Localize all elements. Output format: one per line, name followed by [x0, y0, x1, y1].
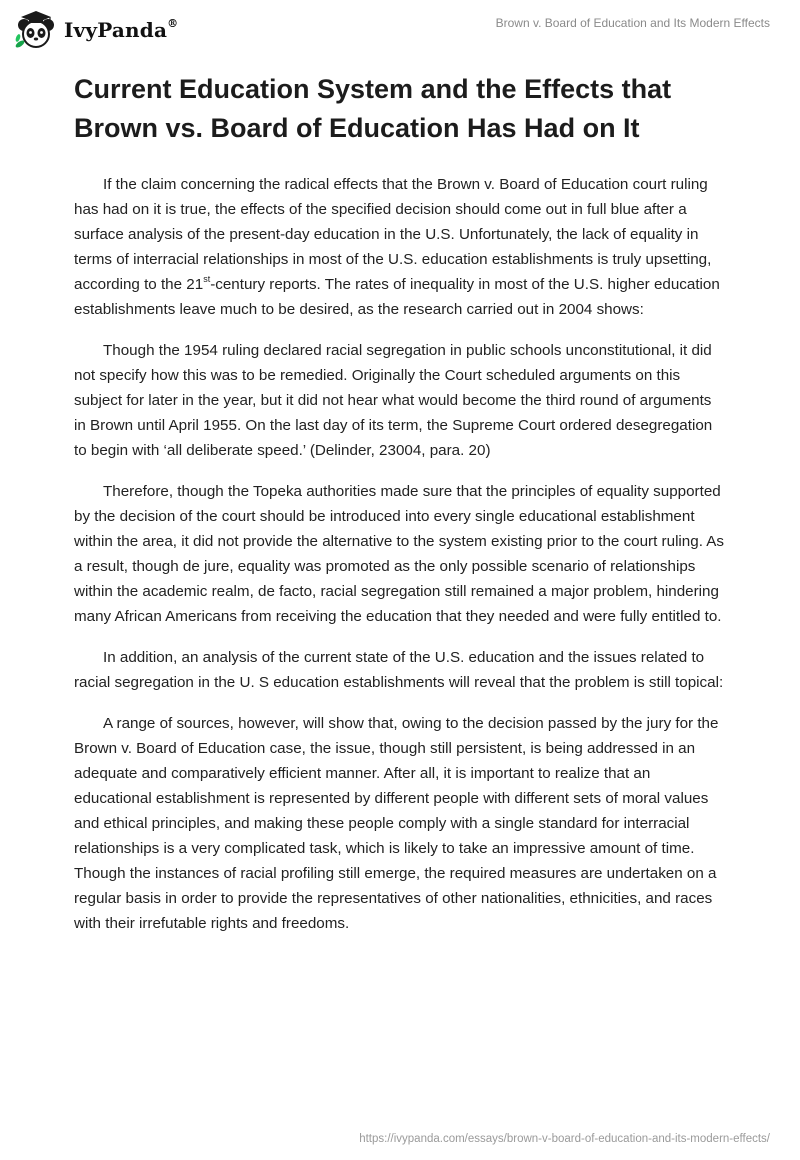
source-url[interactable]: https://ivypanda.com/essays/brown-v-board-of-education-and-its-modern-effects/: [359, 1133, 770, 1145]
paragraph-2: Therefore, though the Topeka authorities made sure that the principles of equality supported by the decision of the court should be introduced into every single educational establishment within the area, it did not provide the alternative to the system existing prior to the court ruling. As a result, though de jure, equality was promoted as the only possible scenario of relationships within the academic realm, de facto, racial segregation still remained a major problem, hindering many African Americans from receiving the education that they needed and were fully entitled to.: [74, 483, 725, 625]
document-title: Brown v. Board of Education and Its Modern Effects: [495, 16, 770, 30]
ordinal-superscript: st: [203, 273, 211, 284]
block-quote-2: A range of sources, however, will show that, owing to the decision passed by the jury for the Brown v. Board of Education case, the issue, though still persistent, is being addressed in an adequate and comparatively efficient manner. After all, it is important to realize that an educational establishment is represented by different people with different sets of moral values and ethical principles, and making these people comply with a single standard for interracial relationships is a very complicated task, which is likely to take an impressive amount of time. Though the instances of racial profiling still emerge, the required measures are undertaken on a regular basis in order to provide the representatives of other nationalities, ethnicities, and races with their irrefutable rights and freedoms.: [74, 715, 719, 932]
block-quote-1: Though the 1954 ruling declared racial segregation in public schools unconstitutional, it did not specify how this was to be remedied. Originally the Court scheduled arguments on this subject for later in the year, but it did not hear what would become the third round of arguments in Brown until April 1955. On the last day of its term, the Supreme Court ordered desegregation to begin with ‘all deliberate speed.’ (Delinder, 23004, para. 20): [74, 342, 713, 459]
page-title: Current Education System and the Effects that Brown vs. Board of Education Has Had on It: [74, 74, 672, 143]
paragraph-1: If the claim concerning the radical effects that the Brown v. Board of Education court ruling has had on it is true, the effects of the specified decision should come out in full blue after a surface analysis of the present-day education in the U.S. Unfortunately, the lack of equality in terms of interracial relationships in most of the U.S. education establishments is truly upsetting, according to the 21st-century reports. The rates of inequality in most of the U.S. higher education establishments leave much to be desired, as the research carried out in 2004 shows:: [74, 176, 720, 318]
ivypanda-logo[interactable]: [14, 8, 178, 52]
panda-graduate-icon: [14, 8, 58, 52]
brand-name: IvyPanda®: [64, 17, 179, 42]
page-header: [0, 0, 800, 60]
paragraph-3: In addition, an analysis of the current state of the U.S. education and the issues related to racial segregation in the U. S education establishments will reveal that the problem is still topical:: [74, 649, 724, 691]
article-body: [74, 172, 726, 952]
